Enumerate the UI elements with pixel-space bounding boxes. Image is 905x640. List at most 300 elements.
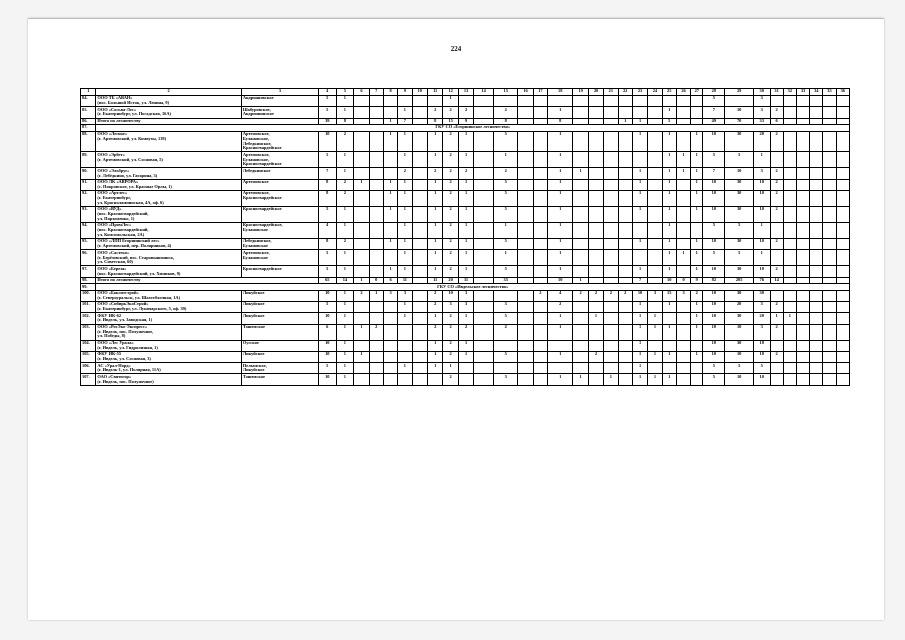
table-cell <box>836 107 849 118</box>
table-cell <box>836 374 849 385</box>
table-cell: 2 <box>770 168 783 179</box>
table-cell <box>810 324 823 340</box>
row-number: 97. <box>81 266 96 277</box>
table-cell <box>823 96 836 107</box>
forest-district: Артемовское, Булановское, Красногвардейское <box>241 152 318 168</box>
table-cell <box>618 168 632 179</box>
organization-name: ООО «Састеко» (г. Берёзовский, пос. Старопышминск, ул. Советская, 60) <box>96 250 241 266</box>
table-cell: 10 <box>703 324 725 340</box>
table-cell <box>533 324 547 340</box>
table-cell: 1 <box>691 324 703 340</box>
total-value: 70 <box>725 118 754 125</box>
table-cell <box>823 250 836 266</box>
table-cell: 7 <box>703 107 725 118</box>
table-cell: 2 <box>336 191 354 207</box>
table-cell: 5 <box>318 96 336 107</box>
table-cell: 1 <box>398 266 412 277</box>
total-value: 14 <box>770 277 783 284</box>
table-cell: 1 <box>676 250 690 266</box>
total-value: 11 <box>427 277 442 284</box>
row-number: 100. <box>81 290 96 301</box>
table-cell <box>796 266 809 277</box>
table-cell <box>810 223 823 239</box>
table-row <box>81 340 850 351</box>
table-cell <box>369 250 383 266</box>
table-cell: 10 <box>632 290 647 301</box>
table-cell: 1 <box>494 152 518 168</box>
table-cell: 10 <box>443 290 458 301</box>
table-cell: 1 <box>676 168 690 179</box>
table-cell <box>618 179 632 190</box>
table-cell <box>810 168 823 179</box>
table-cell: 10 <box>703 207 725 223</box>
table-cell <box>588 168 603 179</box>
table-cell <box>412 191 427 207</box>
table-cell <box>412 351 427 362</box>
table-cell <box>369 351 383 362</box>
row-number: 104. <box>81 340 96 351</box>
table-cell <box>604 168 618 179</box>
table-cell <box>648 179 662 190</box>
table-cell <box>412 223 427 239</box>
table-cell <box>604 131 618 152</box>
table-cell: 1 <box>427 207 442 223</box>
table-cell <box>618 266 632 277</box>
table-cell <box>474 340 494 351</box>
total-value: 1 <box>383 118 397 125</box>
total-value: 8 <box>427 118 442 125</box>
table-cell: 1 <box>648 313 662 324</box>
table-cell <box>573 179 588 190</box>
table-cell: 1 <box>427 250 442 266</box>
forest-district: Оусское <box>241 340 318 351</box>
table-cell: 1 <box>336 223 354 239</box>
table-cell: 1 <box>691 191 703 207</box>
table-cell: 1 <box>354 351 369 362</box>
table-cell: 1 <box>573 374 588 385</box>
table-cell <box>474 302 494 313</box>
table-cell <box>618 223 632 239</box>
table-cell: 2 <box>443 313 458 324</box>
table-cell <box>604 363 618 374</box>
table-cell <box>474 96 494 107</box>
table-cell <box>823 131 836 152</box>
table-cell: 1 <box>548 266 573 277</box>
table-cell: 2 <box>770 207 783 223</box>
table-cell <box>369 374 383 385</box>
table-cell: 10 <box>703 131 725 152</box>
table-cell <box>604 266 618 277</box>
table-cell <box>676 239 690 250</box>
table-cell: 3 <box>648 290 662 301</box>
table-cell: 1 <box>427 266 442 277</box>
table-cell: 30 <box>725 313 754 324</box>
table-cell <box>823 313 836 324</box>
table-cell: 1 <box>336 290 354 301</box>
table-cell <box>823 302 836 313</box>
table-cell <box>383 96 397 107</box>
column-header: 10 <box>412 89 427 96</box>
total-value: 82 <box>703 277 725 284</box>
table-cell <box>810 96 823 107</box>
table-cell <box>604 179 618 190</box>
table-cell <box>533 131 547 152</box>
table-cell <box>676 131 690 152</box>
table-cell <box>662 96 676 107</box>
table-cell: 10 <box>725 168 754 179</box>
table-cell <box>354 96 369 107</box>
table-cell <box>518 179 533 190</box>
table-cell <box>823 340 836 351</box>
table-cell <box>427 374 442 385</box>
table-cell: 1 <box>398 107 412 118</box>
table-cell <box>383 313 397 324</box>
table-cell <box>588 191 603 207</box>
table-cell <box>354 302 369 313</box>
total-value: 35 <box>494 277 518 284</box>
table-cell <box>618 152 632 168</box>
table-cell <box>810 363 823 374</box>
table-cell <box>648 152 662 168</box>
row-number: 89. <box>81 152 96 168</box>
table-cell <box>588 374 603 385</box>
table-cell <box>796 302 809 313</box>
table-cell: 1 <box>427 152 442 168</box>
table-cell: 1 <box>383 266 397 277</box>
total-value: 76 <box>753 277 770 284</box>
table-row <box>81 239 850 250</box>
table-cell <box>648 168 662 179</box>
table-cell: 30 <box>725 131 754 152</box>
table-cell: 2 <box>443 239 458 250</box>
table-row <box>81 266 850 277</box>
table-cell <box>796 107 809 118</box>
forest-district: Артемовское, Булановское <box>241 250 318 266</box>
table-cell <box>648 266 662 277</box>
table-cell <box>518 324 533 340</box>
table-cell <box>618 191 632 207</box>
table-cell: 1 <box>398 363 412 374</box>
table-cell: 5 <box>494 179 518 190</box>
table-cell <box>770 340 783 351</box>
table-cell <box>383 168 397 179</box>
table-cell: 1 <box>336 363 354 374</box>
table-cell: 2 <box>443 168 458 179</box>
table-cell <box>383 324 397 340</box>
table-cell <box>518 250 533 266</box>
table-cell <box>383 152 397 168</box>
row-number: 95. <box>81 239 96 250</box>
table-cell: 1 <box>427 223 442 239</box>
table-cell <box>412 107 427 118</box>
column-header: 1 <box>81 89 96 96</box>
organization-name: ООО «Сосьва-Лес» (г. Екатеринбург, ул. Посадская, 16А) <box>96 107 241 118</box>
table-cell <box>823 207 836 223</box>
table-cell: 1 <box>662 324 676 340</box>
table-row <box>81 363 850 374</box>
table-cell: 5 <box>703 374 725 385</box>
table-cell <box>398 324 412 340</box>
forest-district: Лебедкинское, Булановское <box>241 239 318 250</box>
table-cell: 1 <box>691 351 703 362</box>
table-cell: 2 <box>494 168 518 179</box>
table-cell: 5 <box>318 250 336 266</box>
table-cell <box>588 223 603 239</box>
row-number: 94. <box>81 223 96 239</box>
total-value: 20 <box>443 277 458 284</box>
total-label: Итого по лесничеству <box>96 277 319 284</box>
organization-name: ФКУ ИК-62 (г. Ивдель, ул. Заводская, 1) <box>96 313 241 324</box>
total-value: 14 <box>336 277 354 284</box>
table-cell <box>474 191 494 207</box>
table-cell <box>836 266 849 277</box>
table-cell <box>518 223 533 239</box>
table-cell <box>783 302 796 313</box>
table-cell <box>474 152 494 168</box>
table-cell <box>398 96 412 107</box>
table-cell <box>770 152 783 168</box>
table-cell <box>836 152 849 168</box>
table-cell: 5 <box>725 152 754 168</box>
table-cell <box>823 152 836 168</box>
table-cell <box>604 302 618 313</box>
column-header: 31 <box>770 89 783 96</box>
table-row <box>81 152 850 168</box>
table-cell: 1 <box>398 223 412 239</box>
table-cell: 5 <box>753 302 770 313</box>
table-cell <box>823 266 836 277</box>
table-cell: 1 <box>632 207 647 223</box>
table-cell <box>810 152 823 168</box>
table-cell <box>354 313 369 324</box>
column-header: 6 <box>354 89 369 96</box>
total-value: 205 <box>725 277 754 284</box>
table-cell: 1 <box>443 363 458 374</box>
table-cell: 30 <box>725 340 754 351</box>
table-cell: 1 <box>427 340 442 351</box>
table-cell: 10 <box>318 351 336 362</box>
table-cell <box>518 96 533 107</box>
row-number: 101. <box>81 302 96 313</box>
organization-name: ООО «РосЭко-Экспресс» (г. Ивдель, пос. Полуночное, ул. Победы, 8) <box>96 324 241 340</box>
table-cell <box>458 363 473 374</box>
table-cell <box>573 131 588 152</box>
table-cell: 1 <box>354 179 369 190</box>
table-cell: 2 <box>494 107 518 118</box>
table-cell <box>604 351 618 362</box>
table-cell: 1 <box>753 152 770 168</box>
table-cell: 1 <box>398 207 412 223</box>
table-cell: 1 <box>398 152 412 168</box>
table-cell: 1 <box>383 207 397 223</box>
table-cell: 2 <box>443 223 458 239</box>
table-cell <box>412 266 427 277</box>
table-cell <box>648 302 662 313</box>
table-cell: 2 <box>770 191 783 207</box>
table-cell: 20 <box>753 313 770 324</box>
table-cell: 8 <box>318 191 336 207</box>
table-cell <box>796 223 809 239</box>
table-cell: 2 <box>443 351 458 362</box>
table-cell: 1 <box>336 302 354 313</box>
table-cell: 2 <box>548 302 573 313</box>
table-cell: 3 <box>753 96 770 107</box>
table-cell: 2 <box>443 179 458 190</box>
table-cell: 1 <box>458 179 473 190</box>
table-cell: 1 <box>458 313 473 324</box>
table-cell <box>676 96 690 107</box>
column-header: 4 <box>318 89 336 96</box>
table-row <box>81 96 850 107</box>
column-header: 28 <box>703 89 725 96</box>
table-cell <box>354 363 369 374</box>
column-header: 20 <box>588 89 603 96</box>
row-number: 102. <box>81 313 96 324</box>
table-cell <box>796 363 809 374</box>
column-header: 34 <box>810 89 823 96</box>
table-cell <box>836 131 849 152</box>
table-cell: 1 <box>548 207 573 223</box>
table-cell <box>369 266 383 277</box>
table-cell: 1 <box>458 250 473 266</box>
table-cell: 1 <box>336 168 354 179</box>
table-cell: 10 <box>703 340 725 351</box>
table-cell: 10 <box>753 374 770 385</box>
table-cell: 1 <box>632 239 647 250</box>
table-cell <box>412 313 427 324</box>
table-cell <box>383 250 397 266</box>
table-cell <box>573 191 588 207</box>
table-cell: 4 <box>318 223 336 239</box>
table-cell <box>648 363 662 374</box>
table-cell <box>383 223 397 239</box>
table-cell <box>691 96 703 107</box>
table-cell <box>648 250 662 266</box>
table-cell: 1 <box>458 351 473 362</box>
table-cell: 5 <box>494 313 518 324</box>
table-cell <box>796 340 809 351</box>
table-cell <box>823 239 836 250</box>
table-cell <box>474 179 494 190</box>
table-cell <box>618 96 632 107</box>
table-cell: 7 <box>703 168 725 179</box>
column-header: 30 <box>753 89 770 96</box>
table-cell <box>836 223 849 239</box>
table-cell <box>604 313 618 324</box>
table-cell: 5 <box>494 207 518 223</box>
table-cell <box>588 131 603 152</box>
table-cell <box>518 363 533 374</box>
table-cell <box>836 179 849 190</box>
table-cell: 10 <box>703 179 725 190</box>
table-cell: 5 <box>725 250 754 266</box>
table-cell: 1 <box>548 191 573 207</box>
table-cell: 2 <box>336 179 354 190</box>
table-cell <box>632 152 647 168</box>
table-row <box>81 223 850 239</box>
table-cell <box>518 340 533 351</box>
table-cell <box>783 179 796 190</box>
table-cell: 1 <box>691 239 703 250</box>
table-cell <box>618 131 632 152</box>
table-cell <box>533 250 547 266</box>
total-value: 7 <box>398 118 412 125</box>
table-cell <box>533 96 547 107</box>
table-cell: 3 <box>458 302 473 313</box>
table-cell: 30 <box>753 290 770 301</box>
table-cell: 10 <box>753 340 770 351</box>
table-cell: 1 <box>336 250 354 266</box>
table-cell: 1 <box>632 351 647 362</box>
table-cell <box>618 374 632 385</box>
table-cell: 1 <box>369 290 383 301</box>
forest-district: Артемовское <box>241 179 318 190</box>
table-cell: 1 <box>383 131 397 152</box>
column-header: 36 <box>836 89 849 96</box>
organization-name: ООО «Артлес» (г. Екатеринбург, ул. Краснолампинская, 4А, оф. 6) <box>96 191 241 207</box>
table-cell: 1 <box>336 96 354 107</box>
table-cell: 1 <box>662 131 676 152</box>
table-cell <box>604 239 618 250</box>
column-header: 24 <box>648 89 662 96</box>
column-header: 3 <box>241 89 318 96</box>
table-cell: 2 <box>770 131 783 152</box>
table-cell: 1 <box>691 302 703 313</box>
total-value: 39 <box>318 118 336 125</box>
table-cell: 5 <box>703 96 725 107</box>
table-cell: 1 <box>632 313 647 324</box>
table-cell: 1 <box>632 363 647 374</box>
table-cell <box>618 363 632 374</box>
table-cell <box>783 239 796 250</box>
column-header: 16 <box>518 89 533 96</box>
table-cell <box>412 168 427 179</box>
table-cell <box>648 107 662 118</box>
table-cell <box>573 324 588 340</box>
table-cell <box>783 290 796 301</box>
table-cell: 1 <box>662 374 676 385</box>
table-cell: 1 <box>383 179 397 190</box>
table-cell <box>573 340 588 351</box>
table-cell: 1 <box>383 191 397 207</box>
table-cell: 1 <box>427 191 442 207</box>
table-cell: 1 <box>398 131 412 152</box>
table-cell <box>354 207 369 223</box>
table-cell: 2 <box>443 266 458 277</box>
table-cell <box>618 313 632 324</box>
table-cell: 2 <box>443 250 458 266</box>
table-cell <box>691 340 703 351</box>
table-cell <box>533 107 547 118</box>
table-cell <box>604 324 618 340</box>
column-header: 2 <box>96 89 241 96</box>
table-cell <box>474 131 494 152</box>
table-cell: 1 <box>691 207 703 223</box>
table-cell: 1 <box>336 107 354 118</box>
table-cell <box>836 340 849 351</box>
row-number: 88. <box>81 131 96 152</box>
table-cell <box>618 340 632 351</box>
table-cell: 1 <box>691 266 703 277</box>
table-cell <box>810 131 823 152</box>
table-cell <box>796 239 809 250</box>
table-cell: 2 <box>443 374 458 385</box>
table-cell <box>836 250 849 266</box>
table-cell: 2 <box>604 290 618 301</box>
table-cell: 30 <box>725 239 754 250</box>
table-cell <box>836 191 849 207</box>
table-cell <box>412 302 427 313</box>
